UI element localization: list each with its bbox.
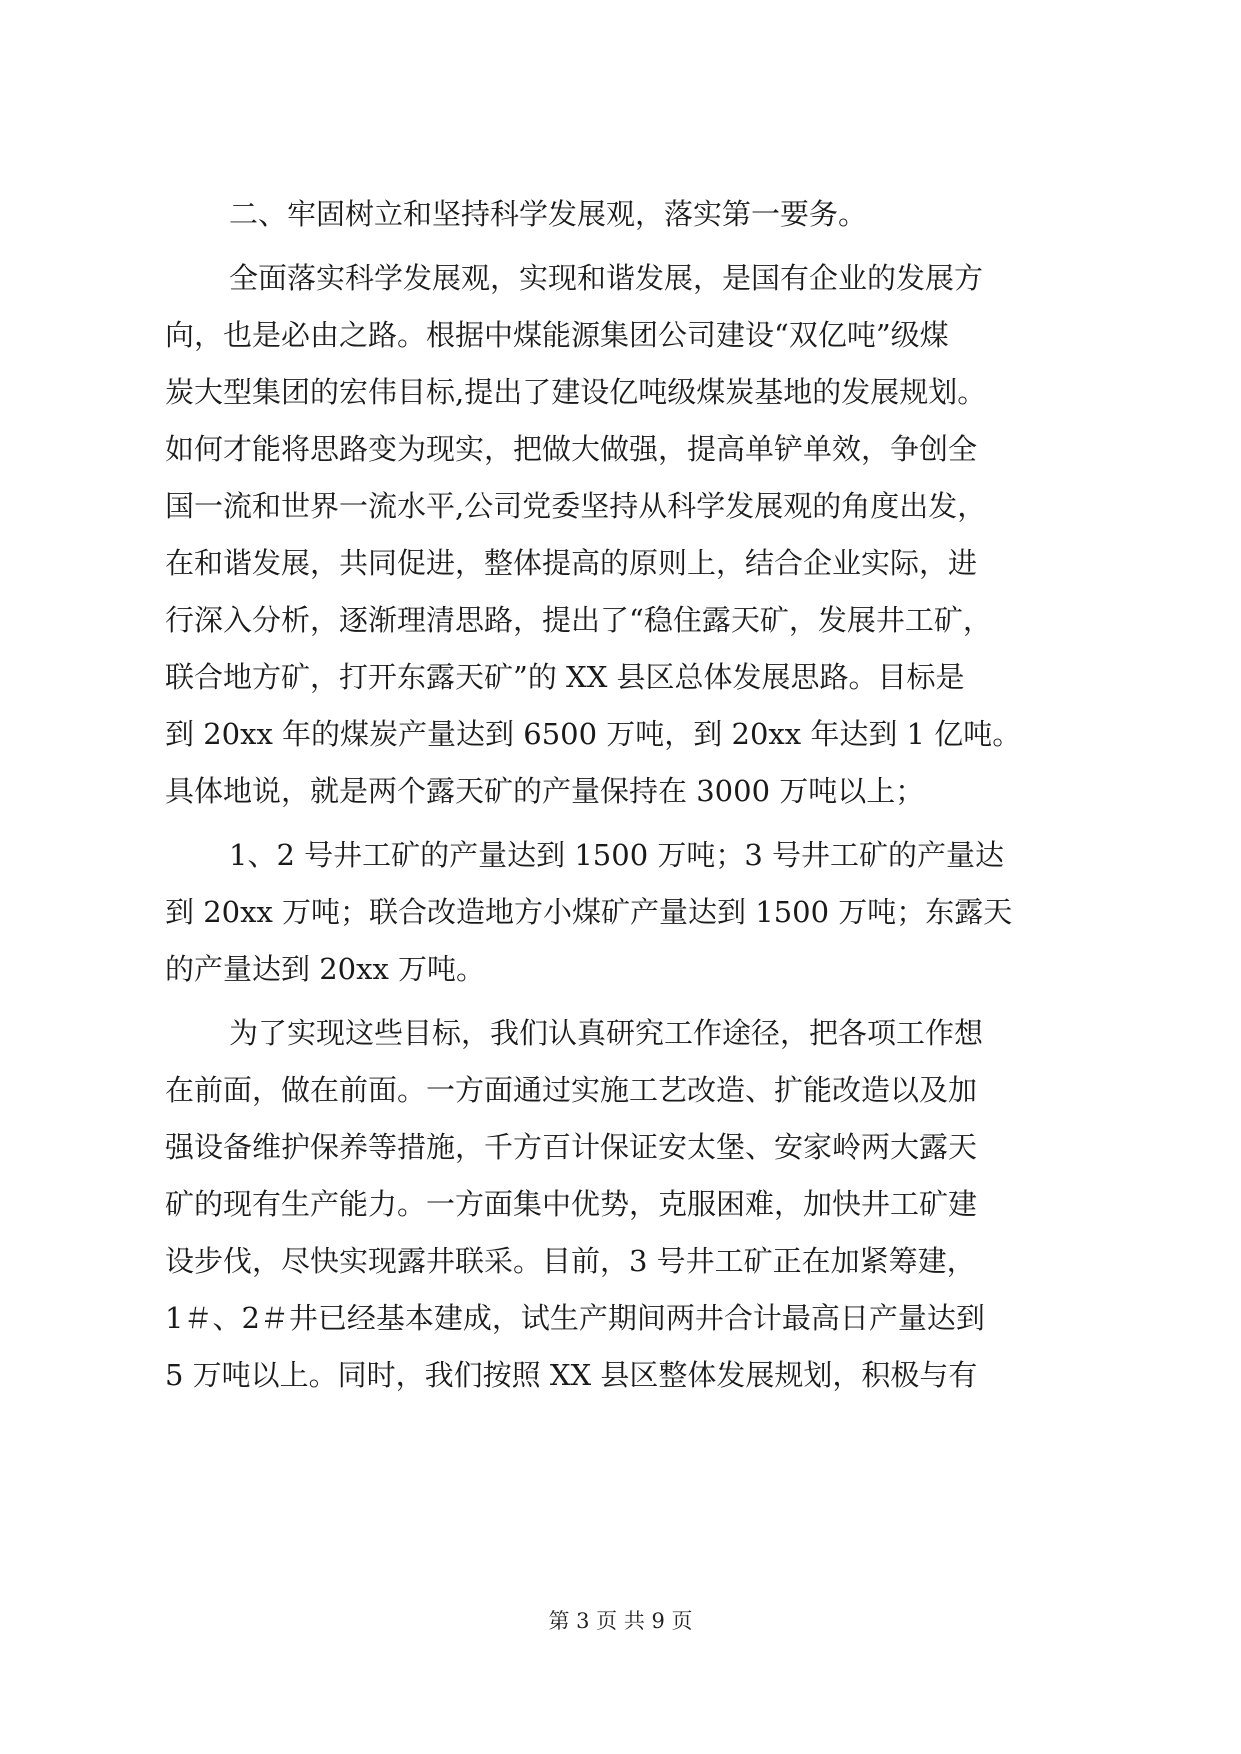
text-line: 在前面，做在前面。一方面通过实施工艺改造、扩能改造以及加 [165,1073,978,1107]
text-line: 在和谐发展，共同促进，整体提高的原则上，结合企业实际，进 [165,546,978,580]
section-heading: 二、牢固树立和坚持科学发展观，落实第一要务。 [229,197,868,231]
body-text [165,186,1090,1404]
text-line: 到 20xx 万吨；联合改造地方小煤矿产量达到 1500 万吨；东露天 [165,895,1013,929]
text-line: 联合地方矿，打开东露天矿”的 XX 县区总体发展思路。目标是 [165,660,965,694]
text-line: 1＃、2＃井已经基本建成，试生产期间两井合计最高日产量达到 [165,1301,985,1335]
page-number-footer: 第 3 页 共 9 页 [548,1609,693,1633]
text-line: 国一流和世界一流水平,公司党委坚持从科学发展观的角度出发， [165,489,987,523]
text-line: 向，也是必由之路。根据中煤能源集团公司建设“双亿吨”级煤 [165,318,949,352]
text-line: 到 20xx 年的煤炭产量达到 6500 万吨，到 20xx 年达到 1 亿吨。 [165,717,1022,751]
text-line: 矿的现有生产能力。一方面集中优势，克服困难，加快井工矿建 [165,1187,978,1221]
text-line: 如何才能将思路变为现实，把做大做强，提高单铲单效，争创全 [165,432,978,466]
text-line: 1、2 号井工矿的产量达到 1500 万吨；3 号井工矿的产量达 [229,838,1005,872]
text-line: 炭大型集团的宏伟目标,提出了建设亿吨级煤炭基地的发展规划。 [165,375,987,409]
text-line: 强设备维护保养等措施，千方百计保证安太堡、安家岭两大露天 [165,1130,978,1164]
text-line: 设步伐，尽快实现露井联采。目前，3 号井工矿正在加紧筹建， [165,1244,976,1278]
text-line: 5 万吨以上。同时，我们按照 XX 县区整体发展规划，积极与有 [165,1358,978,1392]
text-line: 的产量达到 20xx 万吨。 [165,952,486,986]
text-line: 具体地说，就是两个露天矿的产量保持在 3000 万吨以上； [165,774,925,808]
text-line: 全面落实科学发展观，实现和谐发展，是国有企业的发展方 [229,261,984,295]
text-line: 行深入分析，逐渐理清思路，提出了“稳住露天矿，发展井工矿， [165,603,992,637]
text-line: 为了实现这些目标，我们认真研究工作途径，把各项工作想 [229,1016,984,1050]
